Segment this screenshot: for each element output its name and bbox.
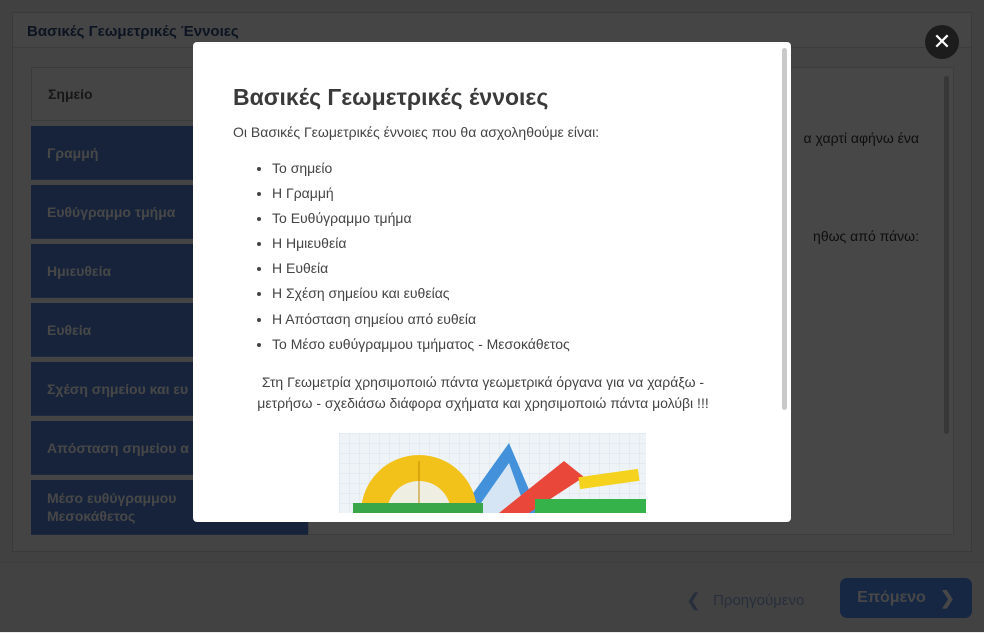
intro-modal [193,42,791,522]
list-item: • Η Σχέση σημείου και ευθείας [272,283,570,308]
modal-title: Βασικές Γεωμετρικές έννοιες [233,84,549,110]
close-button[interactable] [925,25,959,59]
list-item: • Η Γραμμή [272,183,570,208]
close-icon: ✕ [932,29,952,54]
list-item: • Το Μέσο ευθύγραμμου τμήματος - Μεσοκάθετος [272,334,570,359]
modal-scrollbar[interactable] [782,48,787,410]
paragraph-line: Στη Γεωμετρία χρησιμοποιώ πάντα γεωμετρικά όργανα για να χαράξω - [261,374,705,390]
list-item: • Το Ευθύγραμμο τμήμα [272,208,570,233]
list-item: • Η Ευθεία [272,258,570,283]
modal-paragraph [233,372,733,414]
modal-intro: Οι Βασικές Γεωμετρικές έννοιες που θα ασχοληθούμε είναι: [233,124,600,140]
list-item: • Η Ημιευθεία [272,233,570,258]
concept-list [253,158,570,359]
geometry-tools-image [339,433,646,513]
geometry-tools-illustration [339,433,646,513]
paragraph-line: μετρήσω - σχεδιάσω διάφορα σχήματα και χρησιμοποιώ πάντα μολύβι !!! [257,395,709,411]
list-item: • Το σημείο [272,158,570,183]
list-item: • Η Απόσταση σημείου από ευθεία [272,309,570,334]
